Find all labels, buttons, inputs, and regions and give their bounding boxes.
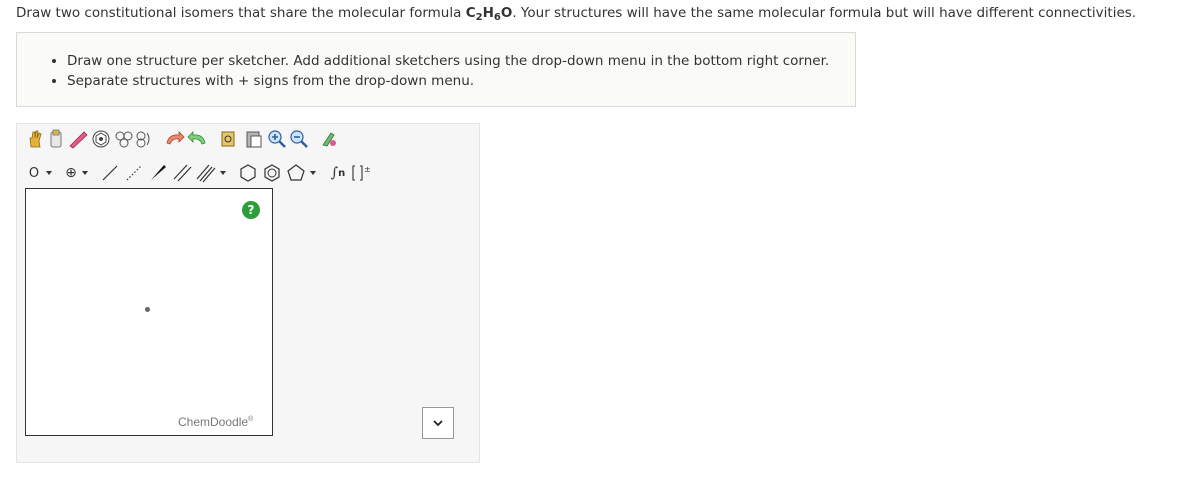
help-button[interactable]: ? — [242, 201, 260, 219]
cursor-dot — [145, 307, 150, 312]
benzene-icon[interactable] — [261, 163, 283, 183]
chevron-down-icon[interactable] — [219, 163, 227, 183]
lasso-icon[interactable] — [67, 129, 89, 149]
atom-label-button[interactable]: O — [28, 165, 40, 181]
redo-icon[interactable] — [187, 129, 209, 149]
chevron-down-icon[interactable] — [309, 163, 317, 183]
instruction-item: • Separate structures with + signs from the drop-down menu. — [67, 71, 855, 91]
charge-bracket-icon[interactable] — [351, 163, 371, 183]
double-bond-icon[interactable] — [171, 163, 193, 183]
chemdoodle-sketcher — [16, 123, 480, 463]
question-suffix: . Your structures will have the same molecular formula but will have different connectivities. — [512, 5, 1137, 21]
triple-bond-icon[interactable] — [195, 163, 217, 183]
wedge-bond-icon[interactable] — [147, 163, 169, 183]
paste-icon[interactable] — [243, 129, 265, 149]
ring-templates-icon[interactable] — [113, 129, 153, 149]
chemdoodle-brand: ChemDoodle® — [178, 415, 254, 429]
instructions-box — [16, 32, 856, 107]
cyclopentane-icon[interactable] — [285, 163, 307, 183]
add-sketcher-dropdown[interactable] — [422, 407, 454, 439]
dashed-bond-icon[interactable] — [123, 163, 145, 183]
hand-icon[interactable] — [25, 129, 45, 149]
molecular-formula: $C_2H_6O$ — [465, 5, 513, 23]
polymer-bracket-icon[interactable]: ∫ n — [330, 165, 346, 181]
chevron-down-icon[interactable] — [81, 163, 89, 183]
instruction-item: • Draw one structure per sketcher. Add additional sketchers using the drop-down menu in the bottom right corner. — [67, 51, 855, 71]
undo-icon[interactable] — [163, 129, 185, 149]
zoom-out-icon[interactable] — [289, 129, 309, 149]
sketcher-canvas[interactable] — [25, 188, 273, 436]
toolbar-row-2 — [25, 162, 373, 184]
copy-icon[interactable] — [219, 129, 241, 149]
zoom-in-icon[interactable] — [267, 129, 287, 149]
charge-button[interactable]: ⊕ — [65, 165, 77, 181]
single-bond-icon[interactable] — [99, 163, 121, 183]
toolbar-row-1 — [25, 128, 341, 150]
question-text — [16, 5, 1136, 21]
eraser-icon[interactable] — [47, 129, 65, 149]
template-icon[interactable] — [91, 129, 111, 149]
cyclohexane-icon[interactable] — [237, 163, 259, 183]
clean-icon[interactable] — [319, 129, 339, 149]
chevron-down-icon[interactable] — [45, 163, 53, 183]
chevron-down-icon — [432, 418, 444, 428]
question-prefix: Draw two constitutional isomers that share the molecular formula — [16, 5, 466, 21]
svg-text:±: ± — [364, 165, 371, 174]
